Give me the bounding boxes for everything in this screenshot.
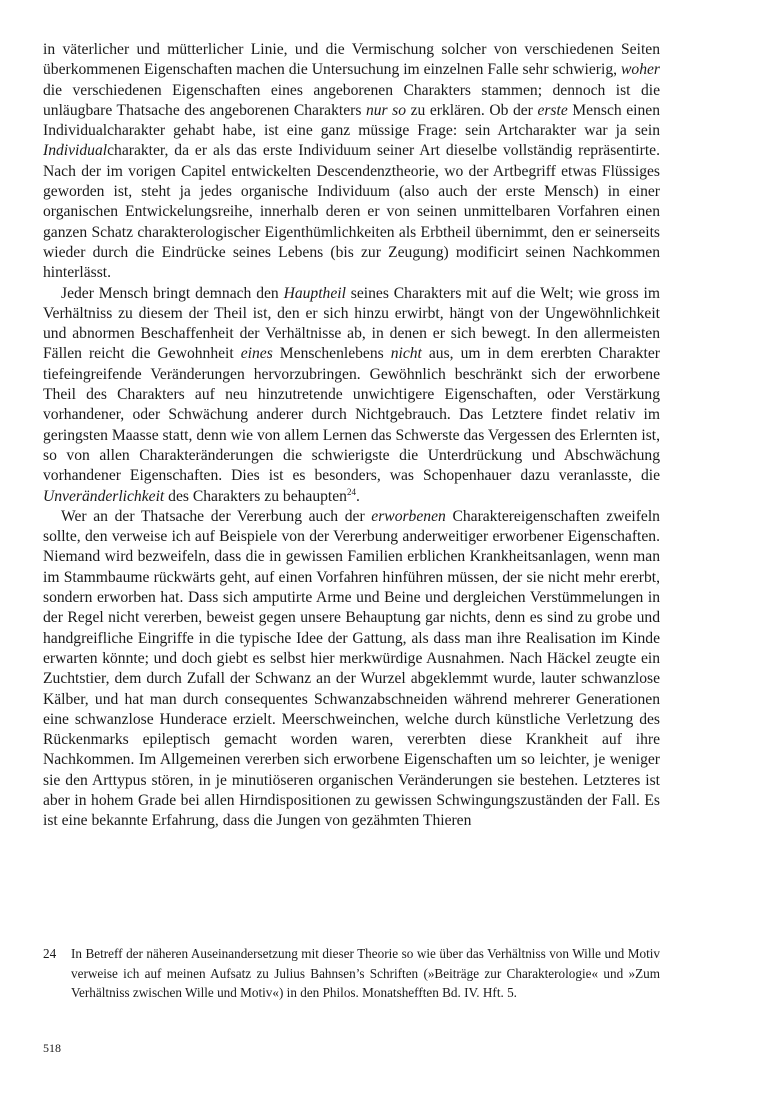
- emphasis: erworbenen: [371, 507, 446, 525]
- footnote-number: 24: [43, 946, 57, 961]
- paragraph-1: [43, 40, 660, 284]
- text-run: in väterlicher und mütterlicher Linie, und die Vermischung solcher von verschiedenen Seiten überkommenen Eigenschaften machen die Untersuchung im einzelnen Falle sehr schwierig,: [43, 41, 660, 79]
- footnote-reference[interactable]: 24: [346, 486, 356, 497]
- main-text: [43, 40, 660, 832]
- text-run: zu erklären. Ob der: [406, 101, 538, 119]
- paragraph-3: [43, 507, 660, 832]
- text-run: seines Charakters mit auf die Welt; wie gross im Verhältniss zu diesem der Theil ist, den er sich hinzu erwirbt, hängt von der Ungewöhnlichkeit und abnormen Beschaffenheit der Verhältnisse ab, in denen er sich bewegt. In den allermeisten Fällen reicht die Gewohnheit: [43, 284, 660, 363]
- emphasis: eines: [240, 345, 273, 363]
- text-run: Jeder Mensch bringt demnach den: [61, 284, 284, 302]
- emphasis: erste: [537, 101, 568, 119]
- page-number: 518: [43, 1041, 61, 1055]
- emphasis: woher: [621, 61, 660, 79]
- emphasis: Unveränderlichkeit: [43, 487, 165, 505]
- text-run: des Charakters zu behaupten: [164, 487, 347, 505]
- emphasis: Hauptheil: [283, 284, 346, 302]
- text-run: .: [355, 487, 360, 505]
- emphasis: Individual: [43, 142, 108, 160]
- text-run: charakter, da er als das erste Individuum seiner Art dieselbe vollständig repräsentirte. Nach der im vorigen Capitel entwickelten Descendenztheorie, wo der Artbegriff etwas Flüssiges geworden ist, steht ja jedes organische Individuum (also auch der erste Mensch) in einer organischen Entwickelungsreihe, innerhalb deren er von seinen unmittelbaren Vorfahren einen ganzen Schatz charakterologischer Eigenthümlichkeiten als Erbtheil übernimmt, den er seinerseits wieder durch die Eindrücke seines Lebens (bis zur Zeugung) modificirt seinen Nachkommen hinterlässt.: [43, 142, 660, 282]
- text-run: Mensch einen Individualcharakter gehabt habe, ist eine ganz müssige Frage: sein Artcharakter war ja sein: [43, 101, 660, 140]
- text-run: aus, um in dem ererbten Charakter tiefeingreifende Veränderungen hervorzubringen. Gewöhnlich beschränkt sich der erworbene Theil des Charakters auf neu hinzutretende unwichtigere Eigenschaften, oder Verstärkung vorhandener, oder Schwächung anderer durch Nichtgebrauch. Das Letztere findet relativ im geringsten Maasse statt, denn wie von allem Lernen das Schwerste das Vergessen des Erlernten ist, so von allen Charakteränderungen die schwierigste die Unterdrückung und Abschwächung vorhandener Eigenschaften. Dies ist es besonders, was Schopenhauer dazu veranlasste, die: [43, 345, 660, 485]
- footnote-text: In Betreff der näheren Auseinandersetzung mit dieser Theorie so wie über das Verhältniss von Wille und Motiv verweise ich auf meinen Aufsatz zu Julius Bahnsen’s Schriften (»Beiträge zur Charakterologie« und »Zum Verhältniss zwischen Wille und Motiv«) in den Philos. Monatshefften Bd. IV. Hft. 5.: [71, 946, 660, 1001]
- emphasis: nicht: [390, 345, 422, 363]
- text-run: Charaktereigenschaften zweifeln sollte, den verweise ich auf Beispiele von der Vererbung anderweitiger erworbener Eigenschaften. Niemand wird bezweifeln, dass die in gewissen Familien erblichen Krankheitsanlagen, wenn man im Stammbaume rückwärts geht, auf einen Vorfahren hinführen müssen, der sie nicht mehr ererbt, sondern erworben hat. Dass sich amputirte Arme und Beine und dergleichen Verstümmelungen in der Regel nicht vererben, beweist gegen unsere Behauptung gar nichts, denn es sind zu grobe und handgreifliche Eingriffe in die typische Idee der Gattung, als dass man ihre Realisation im Kinde erwarten könnte; und doch giebt es selbst hier merkwürdige Ausnahmen. Nach Häckel zeugte ein Zuchtstier, dem durch Zufall der Schwanz an der Wurzel abgeklemmt wurde, lauter schwanzlose Kälber, und hat man durch consequentes Schwanzabschneiden während mehrerer Generationen eine schwanzlose Hunderace erzielt. Meerschweinchen, welche durch künstliche Verletzung des Rückenmarks epileptisch gemacht worden waren, vererbten diese Krankheit auf ihre Nachkommen. Im Allgemeinen vererben sich erworbene Eigenschaften um so leichter, je weniger sie den Arttypus stören, in je minutiöseren organischen Veränderungen sie bestehen. Letzteres ist aber in hohem Grade bei allen Hirndispositionen zu gewissen Schwingungszuständen der Fall. Es ist eine bekannte Erfahrung, dass die Jungen von gezähmten Thieren: [43, 507, 660, 830]
- emphasis: nur so: [365, 101, 407, 119]
- text-run: Wer an der Thatsache der Vererbung auch der: [61, 507, 372, 525]
- footnote-24: [43, 944, 660, 1003]
- paragraph-2: [43, 284, 660, 507]
- text-run: die verschiedenen Eigenschaften eines angeborenen Charakters stammen; dennoch ist die unläugbare Thatsache des angeborenen Charakters: [43, 81, 660, 119]
- text-run: Menschenlebens: [272, 345, 391, 363]
- footnotes: [43, 944, 660, 1003]
